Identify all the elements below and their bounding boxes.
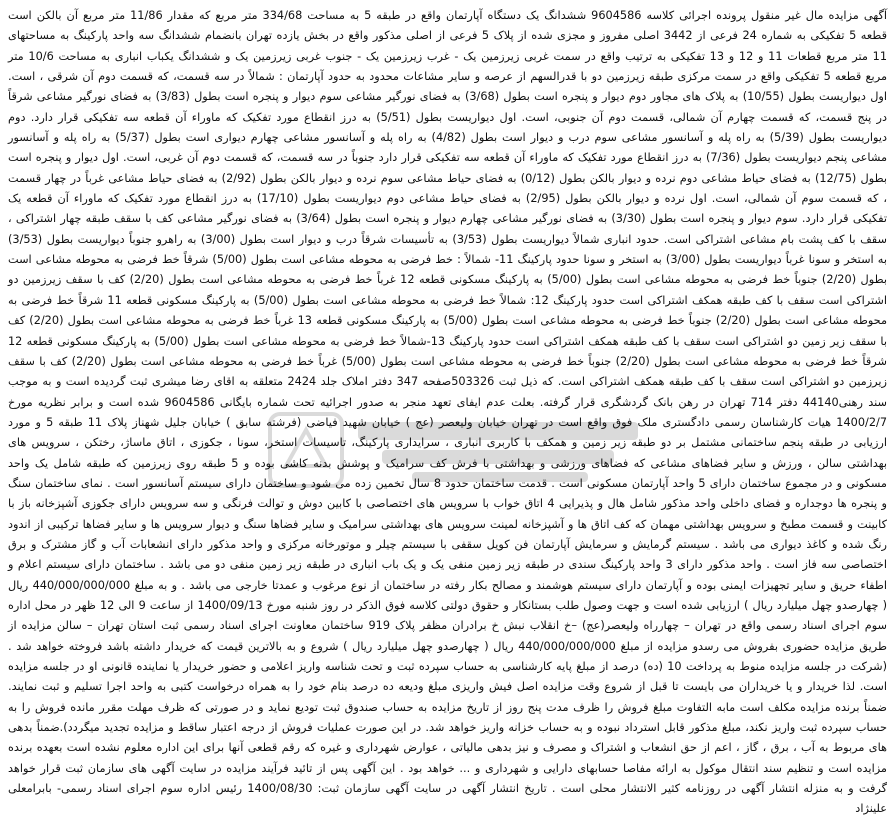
auction-notice-text: آگهی مزایده مال غیر منقول پرونده اجرائی کلاسه 9604586 ششدانگ یک دستگاه آپارتمان واقع در طبقه 5 به مساحت 334/68 متر مربع که مقدار 11/86 متر مربع آن بالکن است قطعه 5 تفکیکی به شماره 24 فرعی از 3442 اصلی مفروز و مجزی شده از پلاک 5 فرعی از اصلی مذکور واقع در بخش یازده تهران بانضمام ششدانگ سه واحد پارکینگ به مساحتهای 11 متر مربع قطعات 11 و 12 و 13 تفکیکی به ترتیب واقع در سمت غربی زیرزمین یک - غرب زیرزمین یک - جنوب غربی زیرزمین یک و ششدانگ یکباب انباری به مساحت 10/6 متر مربع قطعه 5 تفکیکی واقع در سمت مرکزی طبقه زیرزمین دو با قدرالسهم از عرصه و سایر مشاعات محدود به حدود آپارتمان : شمالاً در سه قسمت، که قسمت دوم آن شرقی ، است. اول دیواریست بطول (10/55) به پلاک های مجاور دوم دیوار و پنجره است بطول (3/68) به فضای نورگیر مشاعی سوم دیوار و پنجره است بطول (3/83) به فضای نورگیر مشاعی شرقاً در پنج قسمت، که قسمت چهارم آن شمالی، قسمت دوم آن جنوبی، است. اول دیواریست بطول (5/51) به درز انقطاع مورد تفکیک که ماوراء آن قطعه سه تفکیکی قرار دارد. دوم دیواریست بطول (5/39) به راه پله و آسانسور مشاعی سوم درب و دیوار است بطول (4/82) به راه پله و آسانسور مشاعی چهارم دیواری است بطول (5/37) به راه پله و آسانسور مشاعی پنجم دیواریست بطول (7/36) به درز انقطاع مورد تفکیک که ماوراء آن قطعه سه تفکیکی قرار دارد جنوباً در سه قسمت، که قسمت دوم آن غربی، است. اول دیوار و پنجره است بطول (12/75) به فضای حیاط مشاعی دوم نرده و دیوار بالکن بطول (0/12) به فضای حیاط مشاعی سوم نرده و دیوار بالکن بطول (2/92) به فضای حیاط مشاعی غرباً در چهار قسمت ، که قسمت سوم آن شمالی، است. اول نرده و دیوار بالکن بطول (2/95) به فضای حیاط مشاعی دوم دیواریست بطول (17/10) به درز انقطاع مورد تفکیک که ماوراء آن قطعه یک تفکیکی قرار دارد. سوم دیوار و پنجره است بطول (3/30) به فضای نورگیر مشاعی چهارم دیوار و پنجره است بطول (3/64) به فضای نورگیر مشاعی کف با سقف طبقه چهار اشتراکی ، سقف با کف پشت بام مشاعی اشتراکی است. حدود انباری شمالاً دیواریست بطول (3/53) به تأسیسات شرقاً درب و دیوار است بطول (3/00) به راهرو جنوباً دیواریست بطول (3/53) به استخر و سونا غرباً دیواریست بطول (3/00) به استخر و سونا حدود پارکینگ 11- شمالاً : خط فرضی به محوطه مشاعی است بطول (5/00) شرقاً خط فرضی به محوطه مشاعی است بطول (2/20) جنوباً خط فرضی به محوطه مشاعی است بطول (5/00) به پارکینگ مسکونی قطعه 12 غرباً خط فرضی به محوطه مشاعی است بطول (2/20) کف با سقف زیرزمین دو اشتراکی است سقف با کف طبقه همکف اشتراکی است حدود پارکینگ 12: شمالاً خط فرضی به محوطه مشاعی است بطول (5/00) به پارکینگ مسکونی قطعه 11 شرقاً خط فرضی به محوطه مشاعی است بطول (2/20) جنوباً خط فرضی به محوطه مشاعی است بطول (5/00) به پارکینگ مسکونی قطعه 13 غرباً خط فرضی به محوطه مشاعی است بطول (2/20) کف با سقف زیر زمین دو اشتراکی است سقف با کف طبقه همکف اشتراکی است حدود پارکینگ 13-شمالاً خط فرضی به محوطه مشاعی است بطول (5/00) به پارکینگ مسکونی قطعه 12 شرقاً خط فرضی به محوطه مشاعی است بطول (2/20) جنوباً خط فرضی به محوطه مشاعی است بطول (5/00) غرباً خط فرضی به محوطه مشاعی است بطول (2/20) کف با سقف زیرزمین دو اشتراکی است سقف با کف طبقه همکف اشتراکی است. که ذیل ثبت 503326صفحه 347 دفتر املاک جلد 2424 متعلقه به اقای رضا میشری ثبت گردیده است و به موجب سند رهنی44140 دفتر 714 تهران در رهن بانک گردشگری قرار گرفته. بعلت عدم ایفای تعهد منجر به صدور اجرائیه تحت شماره بایگانی 9604586 شده است و برابر نظریه مورخ 1400/2/7 هیات کارشناسان رسمی دادگستری ملک فوق واقع است در تهران خیابان ولیعصر (عج ) خیابان شهید فیاضی (فرشته سابق ) خیابان جلیل شهناز پلاک 11 طبقه 5 و مورد ارزیابی در طبقه پنجم ساختمانی مشتمل بر دو طبقه زیر زمین و همکف با کاربری انباری ، سرایداری پارکینگ، تاسیسات استخر، سونا ، جکوزی ، اتاق ماساژ، رختکن ، سرویس های بهداشتی سالن ، ورزش و سایر فضاهای مشاعی که فضاهای ورزشی و بهداشتی با فرش کف سرامیک و پوشش بدنه کاشی بوده و 5 طبقه روی زیرزمین که طبقه شامل یک واحد مسکونی و در مجموع ساختمان دارای 5 واحد آپارتمان مسکونی است . قدمت ساختمان حدود 8 سال تخمین زده می شود و ساختمان دارای سیستم آسانسور است . نمای ساختمان سنگ و پنجره ها دوجداره و فضای داخلی واحد مذکور شامل هال و پذیرایی 4 اتاق خواب با سرویس های اختصاصی با کابین دوش و توالت فرنگی و سه سرویس دارای جکوزی آشپزخانه باز با کابینت و قسمت مطبخ و سرویس بهداشتی مهمان که کف اتاق ها و آشپزخانه لمینت سرویس های بهداشتی سرامیک و سایر فضاها سنگ و دیوار سرویس ها و سایر فضاها ترکیبی از اندود رنگ شده و کاغذ دیواری می باشد . سیستم گرمایش و سرمایش آپارتمان فن کویل سقفی با سیستم چیلر و موتورخانه مرکزی و واحد مذکور دارای انشعابات آب و گاز مشترک و برق اختصاصی سه فاز است . واحد مذکور دارای 3 واحد پارکینگ سندی در طبقه زیر زمین منفی یک و یک باب انباری در طبقه زیر زمین منفی دو می باشد . ساختمان دارای سیستم اعلام و اطفاء حریق و سایر تجهیزات ایمنی بوده و آپارتمان دارای سیستم هوشمند و مصالح بکار رفته در ساختمان از نوع مرغوب و عمدتا خارجی می باشد . و به مبلغ 440/000/000/000 ریال ( چهارصدو چهل میلیارد ریال ) ارزیابی شده است و جهت وصول طلب بستانکار و حقوق دولتی کلاسه فوق الذکر در روز شنبه مورخ 1400/09/13 از ساعت 9 الی 12 ظهر در محل اداره سوم اجرای اسناد رسمی واقع در تهران – چهارراه ولیعصر(عج) –خ انقلاب نبش خ برادران مظفر پلاک 919 ساختمان معاونت اجرای اسناد رسمی ثبت استان تهران – سالن مزایده از طریق مزایده حضوری بفروش می رسدو مزایده از مبلغ 440/000/000/000 ریال ( چهارصدو چهل میلیارد ریال ) شروع و به بالاترین قیمت که خریدار داشته باشد فروخته خواهد شد . (شرکت در جلسه مزایده منوط به پرداخت 10 (ده) درصد از مبلغ پایه کارشناسی به حساب سپرده ثبت و تحت شناسه واریز اعلامی و حضور خریدار یا نماینده قانونی او در جلسه مزایده است. لذا خریدار و یا خریداران می بایست تا قبل از شروع وقت مزایده اصل فیش واریزی مبلغ ودیعه ده درصد بنام خود را به همراه درخواست کتبی به واحد اجرا تسلیم و ثبت نمایند. ضمناً برنده مزایده مکلف است مابه التفاوت مبلغ فروش را ظرف مدت پنج روز از تاریخ مزایده به حساب صندوق ثبت تودیع نماید و در صورتی که ظرف مهلت مقرر مانده فروش را به حساب سپرده ثبت واریز نکند، مبلغ مذکور قابل استرداد نبوده و به حساب خزانه واریز خواهد شد. در این صورت عملیات فروش از درجه اعتبار ساقط و مزایده تجدید میگردد).ضمناً بدهی های مربوط به آب ، برق ، گاز ، اعم از حق انشعاب و اشتراک و مصرف و نیز بدهی مالیاتی ، عوارض شهرداری و غیره که رقم قطعی آنها برای این اداره معلوم نشده است بعهده برنده مزایده است و تنظیم سند انتقال موکول به ارائه مفاصا حسابهای دارایی و شهرداری و ... خواهد بود . این آگهی پس از تائید فرآیند مزایده در سایت آگهی های سازمان ثبت قرار خواهد گرفت و به منزله انتشار آگهی در روزنامه کثیر الانتشار محلی است . تاریخ انتشار آگهی در سایت آگهی سازمان ثبت: 1400/08/30 رئیس اداره سوم اجرای اسناد رسمی- بابرامعلی علینژاد xyxy=(8,9,888,816)
